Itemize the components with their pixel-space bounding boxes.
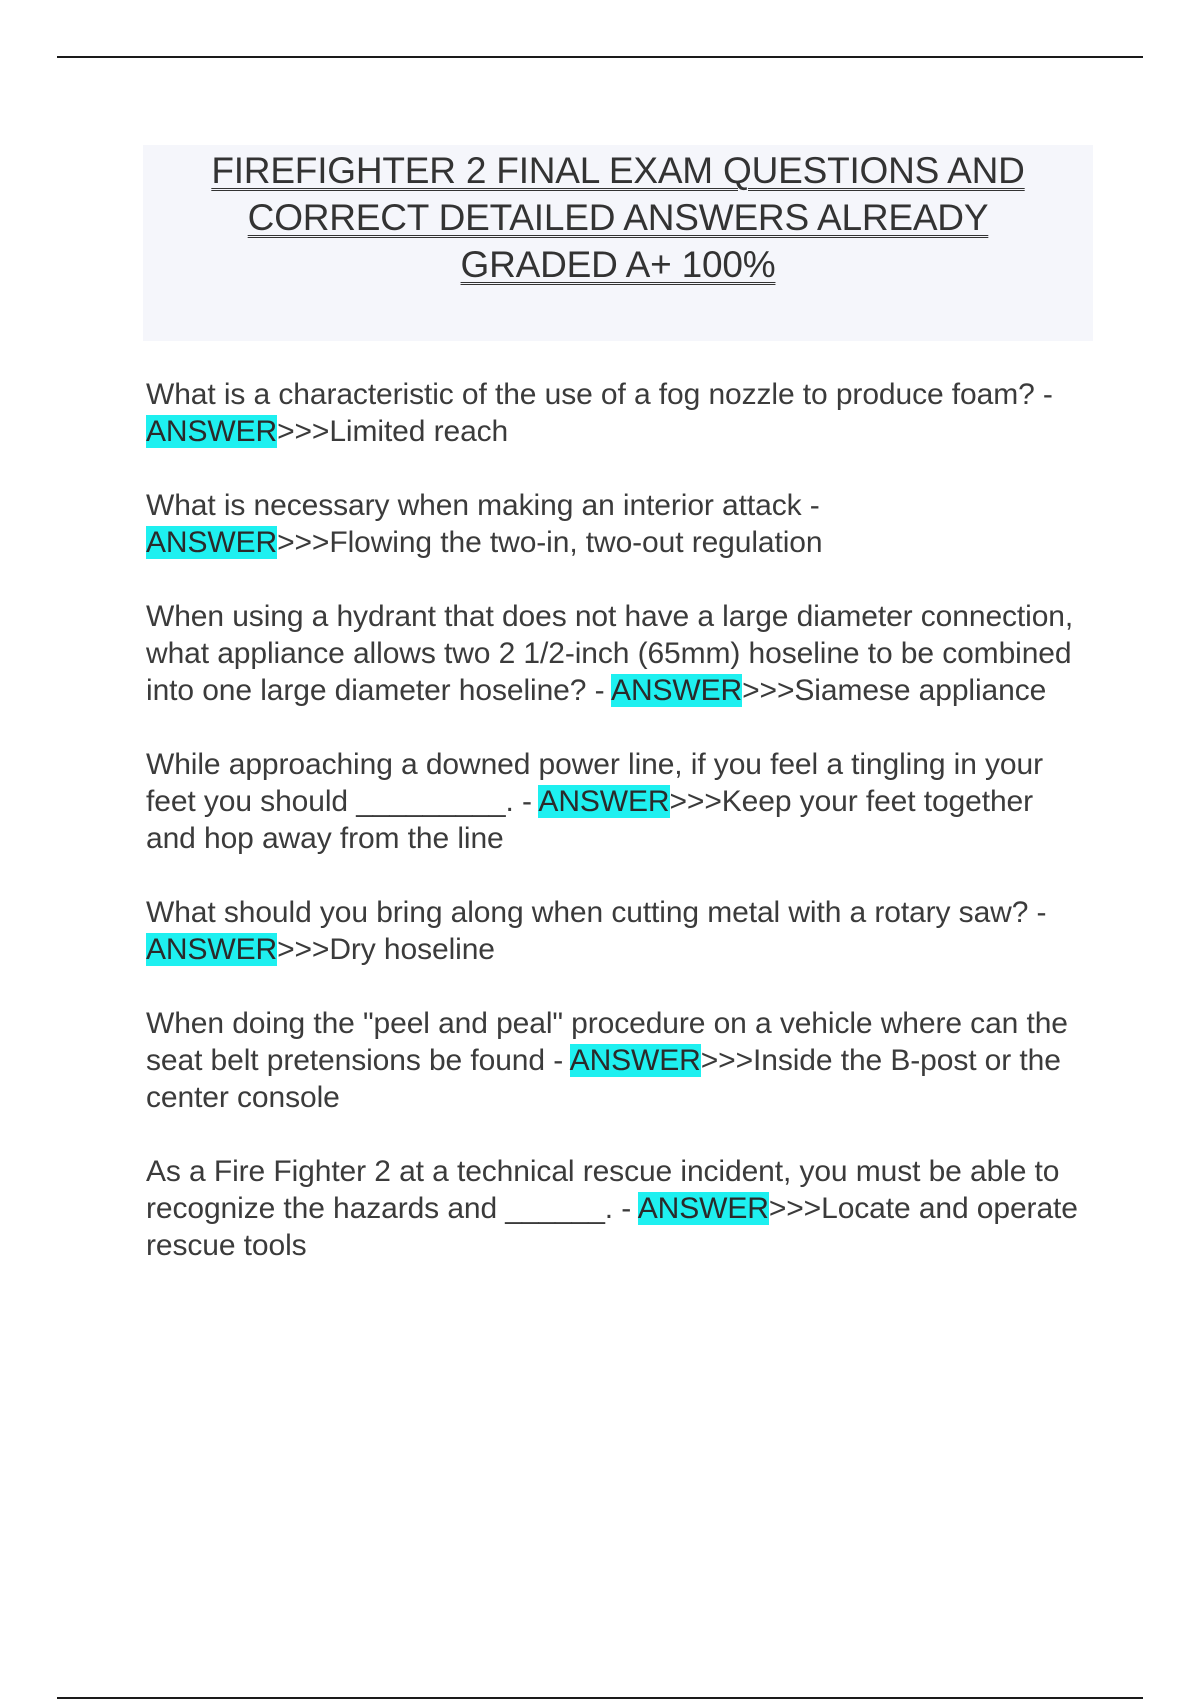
answer-text: Locate and operate rescue tools [146,1192,1078,1262]
title-line-2: CORRECT DETAILED ANSWERS ALREADY [247,197,989,238]
answer-marker: ANSWER [569,1044,701,1077]
qa-item [146,1153,1086,1264]
answer-prefix: >>> [277,526,330,559]
answer-prefix: >>> [669,785,722,818]
question-text: When doing the "peel and peal" procedure on a vehicle where can the seat belt pretensions be found - [146,1007,1068,1077]
answer-marker: ANSWER [637,1192,769,1225]
answer-prefix: >>> [742,674,795,707]
qa-list [146,376,1086,1301]
answer-text: Siamese appliance [794,674,1047,707]
qa-item [146,1005,1086,1116]
qa-item [146,894,1086,968]
question-text: As a Fire Fighter 2 at a technical rescue incident, you must be able to recognize the hazards and ______. - [146,1155,1060,1225]
answer-marker: ANSWER [611,674,743,707]
qa-item [146,746,1086,857]
answer-prefix: >>> [277,933,330,966]
answer-prefix: >>> [277,415,330,448]
answer-marker: ANSWER [146,526,278,559]
qa-item [146,487,1086,561]
answer-text: Dry hoseline [329,933,495,966]
document-title [143,147,1093,288]
question-text: What is a characteristic of the use of a fog nozzle to produce foam? - [146,378,1053,411]
answer-prefix: >>> [768,1192,822,1225]
answer-text: Keep your feet together and hop away from the line [146,785,1034,855]
qa-item [146,598,1086,709]
title-line-3: GRADED A+ 100% [460,244,776,285]
qa-item [146,376,1086,450]
answer-marker: ANSWER [146,415,278,448]
top-rule [57,56,1143,58]
answer-prefix: >>> [700,1044,754,1077]
title-line-1: FIREFIGHTER 2 FINAL EXAM QUESTIONS AND [211,150,1025,191]
question-text: What is necessary when making an interior attack - [146,489,820,522]
bottom-rule [57,1697,1143,1699]
answer-text: Limited reach [329,415,509,448]
question-text: When using a hydrant that does not have a large diameter connection, what appliance allows two 2 1/2-inch (65mm) hoseline to be combined into one large diameter hoseline? - [146,600,1074,707]
title-box [143,145,1093,341]
answer-marker: ANSWER [146,933,278,966]
question-text: While approaching a downed power line, if you feel a tingling in your feet you should _________. - [146,748,1043,818]
answer-text: Flowing the two-in, two-out regulation [329,526,823,559]
question-text: What should you bring along when cutting metal with a rotary saw? - [146,896,1047,929]
answer-text: Inside the B-post or the center console [146,1044,1061,1114]
answer-marker: ANSWER [538,785,670,818]
